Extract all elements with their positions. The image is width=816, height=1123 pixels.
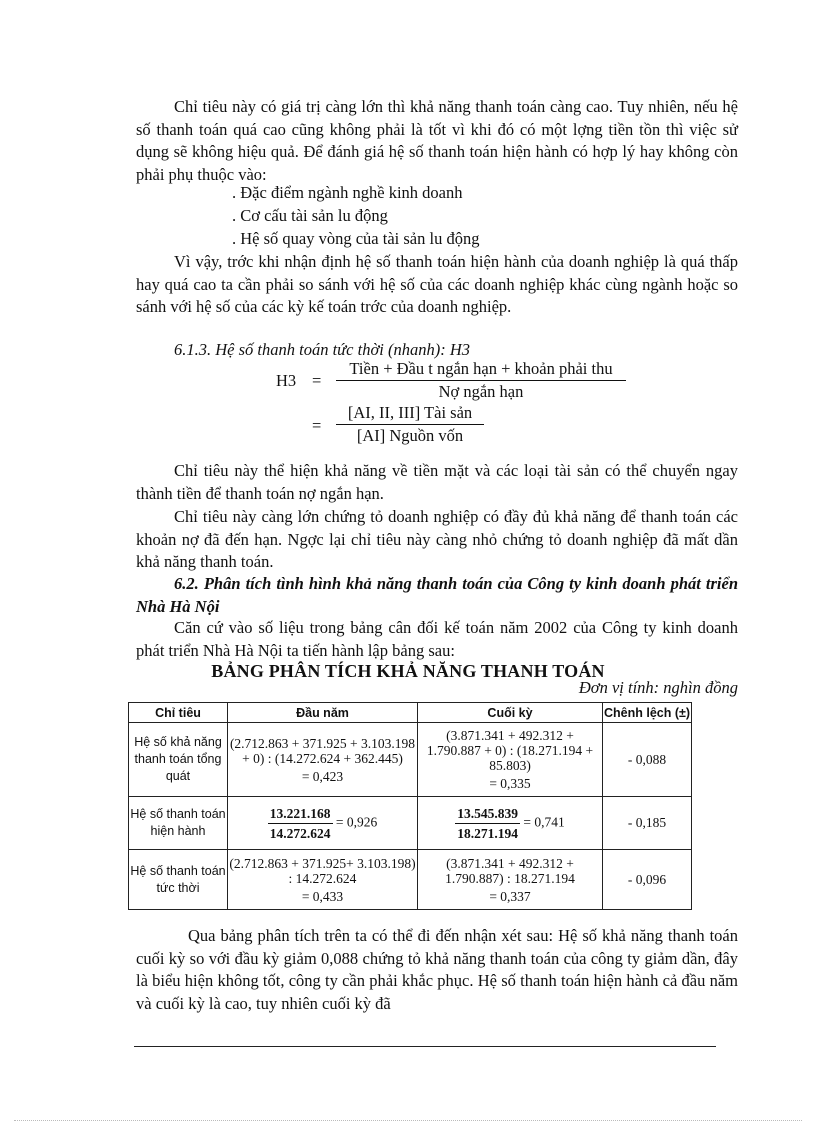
table-row <box>129 797 692 850</box>
table-title: BẢNG PHÂN TÍCH KHẢ NĂNG THANH TOÁN <box>211 661 605 681</box>
row-name: Hệ số thanh toán tức thời <box>129 850 228 910</box>
liquidity-analysis-table <box>128 702 692 910</box>
row-end-value <box>418 850 603 910</box>
formula-fraction-2 <box>336 403 484 446</box>
formula-numerator-1: Tiền + Đầu t ngắn hạn + khoản phải thu <box>336 359 626 381</box>
formula-numerator-2: [AI, II, III] Tài sản <box>336 403 484 425</box>
header-start: Đầu năm <box>228 703 418 723</box>
start-result: = 0,423 <box>301 768 344 784</box>
heading-quick-ratio: 6.1.3. Hệ số thanh toán tức thời (nhanh): H3 <box>174 340 470 359</box>
end-denominator: 18.271.194 <box>457 825 518 841</box>
paragraph-comparison: Vì vậy, trớc khi nhận định hệ số thanh toán hiện hành của doanh nghiệp là quá thấp hay quá cao ta cần phải so sánh với hệ số của các doanh nghiệp khác cùng ngành hoặc so sánh với hệ số của các kỳ kế toán trớc của doanh nghiệp. <box>136 252 738 317</box>
table-header-row <box>129 703 692 723</box>
bullet-asset-structure: . Cơ cấu tài sản lu động <box>232 206 388 225</box>
formula-equals-2: = <box>312 416 322 435</box>
end-result: = 0,337 <box>489 888 531 904</box>
formula-equals: = <box>312 371 322 390</box>
row-start-value <box>228 723 418 797</box>
paragraph-intro: Chỉ tiêu này có giá trị càng lớn thì khả năng thanh toán càng cao. Tuy nhiên, nếu hệ số thanh toán quá cao cũng không phải là tốt vì khi đó có một lợng tiền tồn thì việc sử dụng sẽ không hiệu quả. Để đánh giá hệ số thanh toán hiện hành có hợp lý hay không còn phải phụ thuộc vào: <box>136 97 738 184</box>
end-result: = 0,335 <box>489 776 531 791</box>
end-result: = 0,741 <box>523 814 565 830</box>
paragraph-quick-ratio-meaning: Chỉ tiêu này thể hiện khả năng về tiền mặt và các loại tài sản có thể chuyển ngay thành tiền để thanh toán nợ ngắn hạn. <box>136 461 738 503</box>
header-end: Cuối kỳ <box>418 703 603 723</box>
page-edge-divider <box>14 1120 802 1121</box>
start-expression: (2.712.863 + 371.925 + 3.103.198 + 0) : (14.272.624 + 362.445) <box>229 735 416 766</box>
row-start-value <box>228 850 418 910</box>
paragraph-quick-ratio-interpretation: Chỉ tiêu này càng lớn chứng tỏ doanh nghiệp có đầy đủ khả năng để thanh toán các khoản nợ đã đến hạn. Ngợc lại chỉ tiêu này càng nhỏ chứng tỏ doanh nghiệp đã mất dần khả năng thanh toán. <box>136 507 738 572</box>
header-indicator: Chỉ tiêu <box>129 703 228 723</box>
heading-section-6-2: 6.2. Phân tích tình hình khả năng thanh toán của Công ty kinh doanh phát triển Nhà Hà Nội <box>136 574 738 616</box>
row-difference: - 0,088 <box>603 723 692 797</box>
row-difference: - 0,185 <box>603 797 692 850</box>
formula-fraction-1 <box>336 359 626 402</box>
row-start-value <box>228 797 418 850</box>
start-fraction <box>268 806 333 841</box>
formula-lhs: H3 <box>276 371 297 390</box>
start-result: = 0,433 <box>301 888 344 904</box>
end-numerator: 13.545.839 <box>455 806 520 824</box>
paragraph-table-intro: Căn cứ vào số liệu trong bảng cân đối kế toán năm 2002 của Công ty kinh doanh phát triển Nhà Hà Nội ta tiến hành lập bảng sau: <box>136 618 738 660</box>
start-expression: (2.712.863 + 371.925+ 3.103.198) : 14.272.624 <box>229 855 416 886</box>
start-denominator: 14.272.624 <box>269 825 331 841</box>
end-expression: (3.871.341 + 492.312 + 1.790.887 + 0) : (18.271.194 + 85.803) <box>426 728 594 773</box>
header-difference: Chênh lệch (±) <box>603 703 692 723</box>
row-name: Hệ số khả năng thanh toán tổng quát <box>129 723 228 797</box>
row-end-value <box>418 723 603 797</box>
start-result: = 0,926 <box>335 814 378 830</box>
formula-denominator-2: [AI] Nguồn vốn <box>356 426 464 445</box>
footer-divider <box>134 1046 716 1047</box>
paragraph-conclusion: Qua bảng phân tích trên ta có thể đi đến nhận xét sau: Hệ số khả năng thanh toán cuối kỳ so với đầu kỳ giảm 0,088 chứng tỏ khả năng thanh toán của công ty giảm dần, đây là biểu hiện không tốt, công ty cần phải khắc phục. Hệ số thanh toán hiện hành cả đầu năm và cuối kỳ là cao, tuy nhiên cuối kỳ đã <box>136 926 738 1013</box>
table-unit: Đơn vị tính: nghìn đồng <box>578 678 738 697</box>
table-row <box>129 850 692 910</box>
row-end-value <box>418 797 603 850</box>
end-expression: (3.871.341 + 492.312 + 1.790.887) : 18.271.194 <box>445 855 575 886</box>
row-name: Hệ số thanh toán hiện hành <box>129 797 228 850</box>
bullet-turnover: . Hệ số quay vòng của tài sản lu động <box>232 229 480 248</box>
table-row <box>129 723 692 797</box>
formula-denominator-1: Nợ ngắn hạn <box>438 382 524 401</box>
start-numerator: 13.221.168 <box>268 806 333 824</box>
end-fraction <box>455 806 520 841</box>
bullet-industry: . Đặc điểm ngành nghề kinh doanh <box>232 183 463 202</box>
row-difference: - 0,096 <box>603 850 692 910</box>
